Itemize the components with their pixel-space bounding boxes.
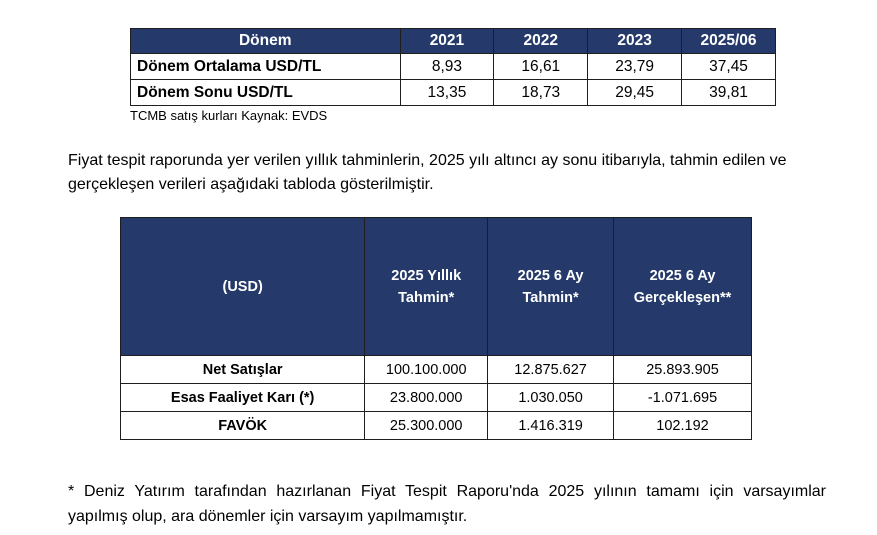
header-6m-actual-text: 2025 6 Ay Gerçekleşen** [633,267,732,306]
table-cell: 39,81 [682,80,776,106]
table-cell: 1.030.050 [488,384,614,412]
table-cell: -1.071.695 [614,384,752,412]
table-cell: 8,93 [400,54,494,80]
header-2021: 2021 [400,29,494,54]
exchange-rate-header-row [131,29,776,54]
table-cell: 37,45 [682,54,776,80]
header-2023: 2023 [588,29,682,54]
table-cell: 16,61 [494,54,588,80]
header-annual-estimate-text: 2025 Yıllık Tahmin* [391,267,462,306]
table-cell: 23.800.000 [365,384,488,412]
table-row [121,412,752,440]
header-usd: (USD) [121,218,365,356]
table-source-note: TCMB satış kurları Kaynak: EVDS [130,108,328,123]
header-6m-actual [614,218,752,356]
exchange-rate-table [130,28,776,106]
table-cell: 100.100.000 [365,356,488,384]
table-row [121,384,752,412]
footnote: * Deniz Yatırım tarafından hazırlanan Fiyat Tespit Raporu'nda 2025 yılının tamamı için varsayımlar yapılmış olup, ara dönemler için varsayım yapılmamıştır. [68,483,826,525]
header-period: Dönem [131,29,401,54]
table-cell: 1.416.319 [488,412,614,440]
table-cell: 18,73 [494,80,588,106]
header-annual-estimate [365,218,488,356]
estimates-header-row [121,218,752,356]
header-2025-06: 2025/06 [682,29,776,54]
body-paragraph: Fiyat tespit raporunda yer verilen yıllık tahminlerin, 2025 yılı altıncı ay sonu itibarıyla, tahmin edilen ve gerçekleşen verileri aşağıdaki tabloda gösterilmiştir. [68,152,787,193]
header-6m-estimate-text: 2025 6 Ay Tahmin* [517,267,584,306]
table-cell: 13,35 [400,80,494,106]
table-row [131,54,776,80]
estimates-table [120,217,752,440]
row-label: Esas Faaliyet Karı (*) [121,384,365,412]
row-label: Dönem Ortalama USD/TL [131,54,401,80]
row-label: Net Satışlar [121,356,365,384]
header-6m-estimate [488,218,614,356]
table-row [121,356,752,384]
row-label: FAVÖK [121,412,365,440]
table-cell: 25.893.905 [614,356,752,384]
table-cell: 23,79 [588,54,682,80]
table-row [131,80,776,106]
table-cell: 12.875.627 [488,356,614,384]
table-cell: 29,45 [588,80,682,106]
header-2022: 2022 [494,29,588,54]
row-label: Dönem Sonu USD/TL [131,80,401,106]
table-cell: 102.192 [614,412,752,440]
table-cell: 25.300.000 [365,412,488,440]
